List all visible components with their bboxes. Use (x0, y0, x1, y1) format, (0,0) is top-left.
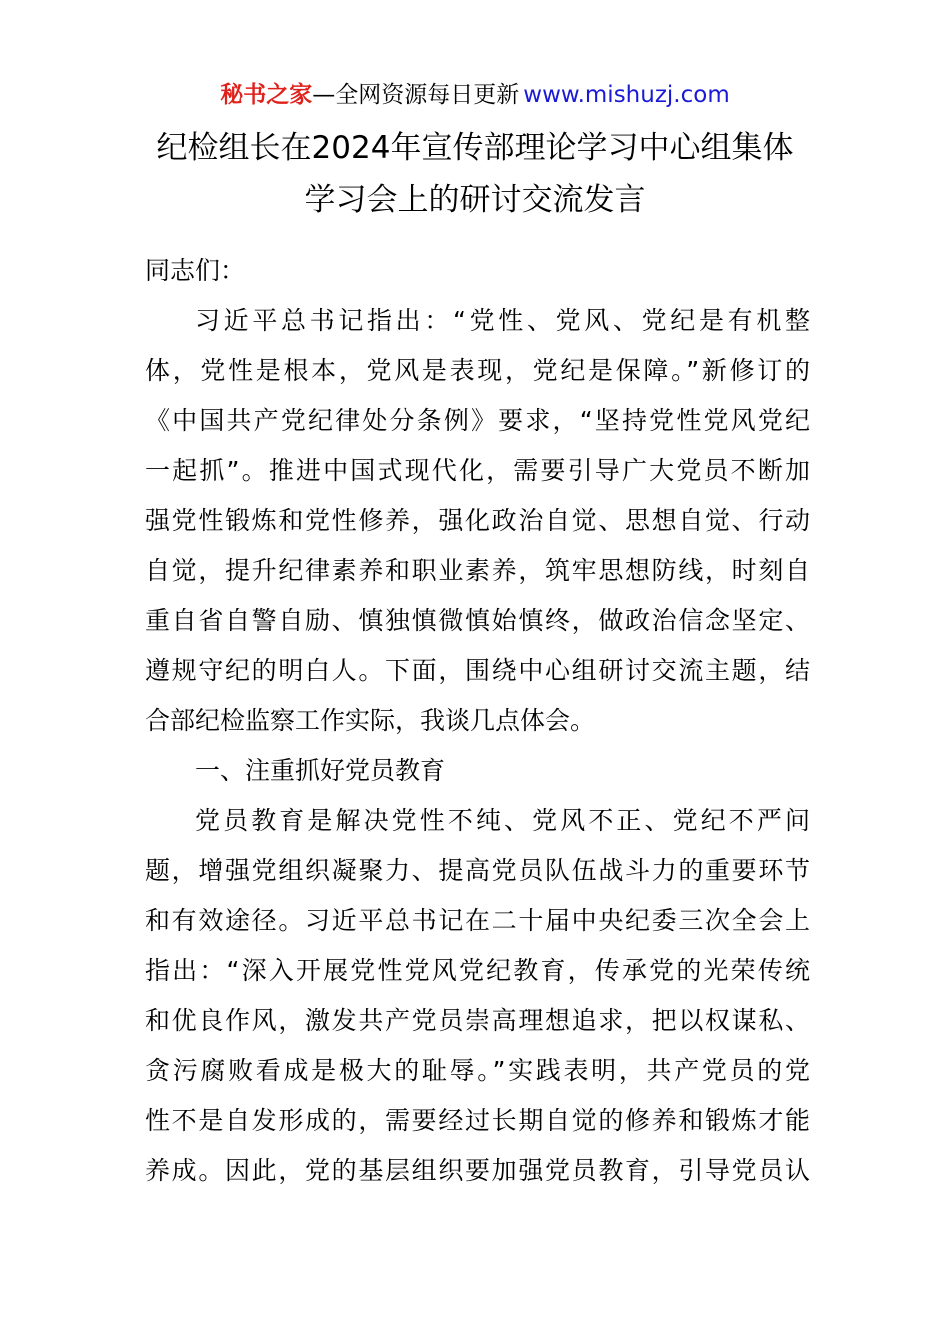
paragraph-line: 合部纪检监察工作实际，我谈几点体会。 (145, 706, 596, 735)
title-line-2: 学习会上的研讨交流发言 (304, 182, 646, 218)
paragraph-line: 自觉，提升纪律素养和职业素养，筑牢思想防线，时刻自 (145, 556, 810, 585)
paragraph-line: 《中国共产党纪律处分条例》要求，“坚持党性党风党纪 (145, 406, 810, 435)
paragraph-line: 养成。因此，党的基层组织要加强党员教育，引导党员认 (145, 1156, 810, 1185)
site-tagline: —全网资源每日更新 (312, 82, 520, 108)
site-brand: 秘书之家 (220, 82, 313, 108)
paragraph-line: 体，党性是根本，党风是表现，党纪是保障。”新修订的 (145, 356, 810, 385)
paragraph-line: 遵规守纪的明白人。下面，围绕中心组研讨交流主题，结 (145, 656, 810, 685)
document-title (60, 122, 890, 226)
paragraph-line: 指出：“深入开展党性党风党纪教育，传承党的光荣传统 (145, 956, 810, 985)
paragraph-line: 和有效途径。习近平总书记在二十届中央纪委三次全会上 (145, 906, 810, 935)
paragraph-line: 习近平总书记指出：“党性、党风、党纪是有机整 (195, 306, 810, 335)
paragraph-line: 性不是自发形成的，需要经过长期自觉的修养和锻炼才能 (145, 1106, 810, 1135)
title-line-1: 纪检组长在2024年宣传部理论学习中心组集体 (156, 130, 794, 166)
salutation: 同志们： (145, 256, 246, 285)
paragraph-line: 重自省自警自励、慎独慎微慎始慎终，做政治信念坚定、 (145, 606, 810, 635)
site-header (0, 78, 950, 112)
paragraph-line: 一起抓”。推进中国式现代化，需要引导广大党员不断加 (145, 456, 810, 485)
paragraph-line: 贪污腐败看成是极大的耻辱。”实践表明，共产党员的党 (145, 1056, 810, 1085)
paragraph-line: 题，增强党组织凝聚力、提高党员队伍战斗力的重要环节 (145, 856, 810, 885)
paragraph-line: 党员教育是解决党性不纯、党风不正、党纪不严问 (195, 806, 810, 835)
section-heading: 一、注重抓好党员教育 (195, 756, 446, 785)
site-url-link[interactable]: www.mishuzj.com (523, 82, 730, 108)
paragraph-line: 强党性锻炼和党性修养，强化政治自觉、思想自觉、行动 (145, 506, 810, 535)
paragraph-line: 和优良作风，激发共产党员崇高理想追求，把以权谋私、 (145, 1006, 810, 1035)
document-body (145, 246, 810, 1196)
